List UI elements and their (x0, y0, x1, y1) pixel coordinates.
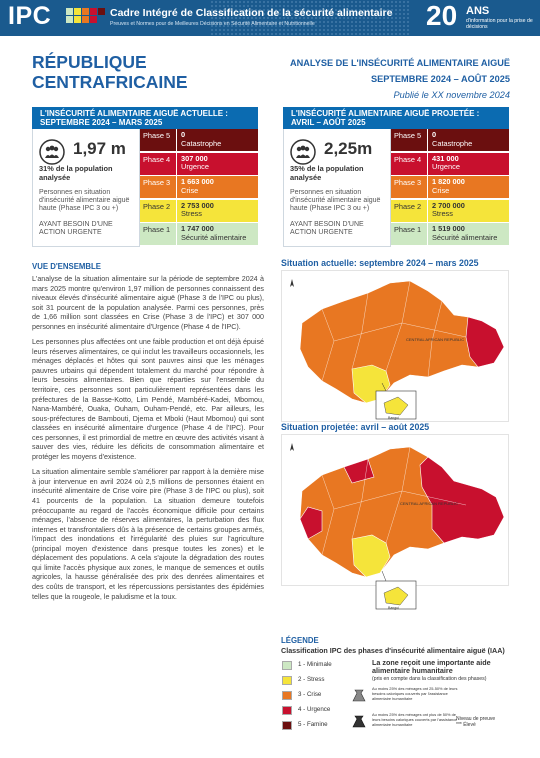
current-population-box (32, 129, 140, 247)
ipc-phase-squares-icon (66, 8, 104, 30)
overview-body (32, 275, 264, 608)
phase-label: Phase 4 (140, 153, 176, 175)
phase-label: Phase 5 (140, 129, 176, 151)
phase-name: Catastrophe (432, 138, 473, 148)
phase-label: Phase 1 (140, 223, 176, 245)
legend-label: 4 - Urgence (298, 706, 331, 713)
phase-name: Sécurité alimentaire (181, 232, 247, 242)
overview-paragraph: La situation alimentaire semble s'améliorer par rapport à la dernière mise à jour intervenue en avril 2024 où 2,5 millions de personnes étaient en insécurité alimentaire de Crise voire pire (Phase 3 de l'IPC ou plus), soit 41 pourcents de la population. La situation demeure toutefois préoccupante au regard de l'accès économique difficile pour certains ménages, l'absence de réserves alimentaires, la perturbation des flux internes et transfrontaliers dûs à la présence de certains groupes armés, l'impact des inondations et l'irrégularité des pluies sur l'agriculture (principal moyen d'existence dans presque toutes les zones) et le déplacement des populations. A cela s'ajoute la dégradation des routes qui limite l'accès physique aux zones, le manque de semences et outils agricoles, la hausse généralisée des prix des denrées alimentaires et des coûts de transport, et les répercussions persistantes des épidémies telles que la rougeole, le paludisme et la toux. (32, 468, 264, 601)
current-phase-row (140, 200, 258, 222)
legend-item (282, 691, 342, 703)
evidence-level (456, 716, 516, 728)
projected-phase-row (391, 223, 509, 245)
current-situation-panel (32, 107, 258, 247)
phase-value (177, 153, 258, 175)
current-phase-row (140, 223, 258, 245)
evidence-level-value: *** Élevé (456, 722, 476, 728)
projected-phase-row (391, 153, 509, 175)
legend-item (282, 721, 342, 733)
legend-item (282, 676, 342, 688)
header-bar (0, 0, 540, 36)
overview-paragraph: Les personnes plus affectées ont une faible production et ont déjà épuisé leurs réserves alimentaires, ce qui inclut les travailleurs occasionnels, les ménages déplacés et hôtes qui sont pauvres ainsi que les ménages pauvres urbains qui dépendent totalement du marché pour répondre à leurs besoins alimentaires. Bien que réparties sur l'ensemble du territoire, ces personnes sont particulièrement représentées dans les préfectures de la Basse-Kotto, Lim Pendé, Mambéré-Kadei, Mbomou, Nana-Mambéré, Ouaka, Ouham, Ouham-Pendé, etc. Par ailleurs, les sous-préfectures de Bambouti, Djema et Mboki (Haut Mbomou) qui sont classées en insécurité alimentaire d'urgence (Phase 4 de l'IPC). Pour ces personnes, il est primordial de mettre en œuvre des activités visant à sauver des vies, réduire les déficits de consommation alimentaire et protéger les moyens d'existence. (32, 338, 264, 461)
phase-label: Phase 4 (391, 153, 427, 175)
legend-subtitle: Classification IPC des phases d'insécurité alimentaire aiguë (IAA) (281, 646, 505, 655)
overview-paragraph: L'analyse de la situation alimentaire sur la période de septembre 2024 à mars 2025 montre qu'environ 1,97 million de personnes connaissent des niveaux élevés d'insécurité alimentaire aiguë (Phase 3 de l'IPC ou plus), soit 31 pourcent de la population analysée. Parmi ces personnes, près de 1,66 million sont classées en Crise (Phase 3 de l'IPC) et 307 000 personnes en insécurité alimentaire d'Urgence (Phase 4 de l'IPC). (32, 275, 264, 331)
legend-swatch (282, 721, 292, 730)
projected-phase-row (391, 176, 509, 198)
projected-map (281, 434, 509, 610)
phase-population: 1 663 000 (181, 177, 214, 187)
current-phase-row (140, 153, 258, 175)
legend-swatch (282, 661, 292, 670)
country-title: RÉPUBLIQUE CENTRAFRICAINE (32, 52, 188, 92)
projected-panel-heading: L'INSÉCURITÉ ALIMENTAIRE AIGUË PROJETÉE : AVRIL – AOÛT 2025 (283, 107, 509, 129)
phase-label: Phase 2 (140, 200, 176, 222)
people-group-icon (290, 139, 316, 165)
anniversary-number: 20 (426, 0, 458, 31)
phase-population: 1 820 000 (432, 177, 465, 187)
aid-row-partial (350, 686, 520, 708)
phase-value (177, 129, 258, 151)
legend-item (282, 661, 342, 673)
legend-label: 1 - Minimale (298, 661, 332, 668)
urgence-zone (420, 457, 504, 543)
phase-value (428, 153, 509, 175)
phase-name: Catastrophe (181, 138, 222, 148)
phase-value (428, 176, 509, 198)
phase-value (177, 200, 258, 222)
phase-label: Phase 3 (140, 176, 176, 198)
phase-value (428, 223, 509, 245)
current-map (281, 270, 509, 422)
legend-title: LÉGENDE (281, 636, 319, 645)
urgence-zone (466, 317, 504, 367)
legend-swatch (282, 676, 292, 685)
phase-name: Crise (181, 185, 199, 195)
north-arrow-icon (290, 443, 294, 451)
projected-map-title: Situation projetée: avril – août 2025 (281, 422, 430, 432)
projected-phase-row (391, 200, 509, 222)
analysis-header (290, 55, 510, 103)
phase-population: 431 000 (432, 153, 459, 163)
legend-swatch (282, 691, 292, 700)
phase-value (177, 223, 258, 245)
phase-name: Sécurité alimentaire (432, 232, 498, 242)
phase-name: Stress (432, 209, 453, 219)
phase-population: 1 519 000 (432, 224, 465, 234)
current-panel-heading: L'INSÉCURITÉ ALIMENTAIRE AIGUË ACTUELLE : SEPTEMBRE 2024 – MARS 2025 (32, 107, 258, 129)
header-title: Cadre Intégré de Classification de la sécurité alimentaire (110, 7, 393, 19)
inset-label: Bangui (388, 416, 399, 420)
legend-label: 5 - Famine (298, 721, 328, 728)
phase-label: Phase 3 (391, 176, 427, 198)
map-country-label: CENTRAL AFRICAN REPUBLIC (406, 337, 465, 342)
legend-item (282, 706, 342, 718)
current-map-svg (282, 271, 510, 423)
phase-population: 0 (181, 130, 186, 139)
ipc-logo: IPC (8, 2, 52, 30)
inset-label: Bangui (388, 606, 399, 610)
food-sack-icon (350, 686, 368, 704)
map-country-label: CENTRAL AFRICAN REPUBLIC (400, 501, 459, 506)
phase-value (177, 176, 258, 198)
phase-name: Urgence (181, 162, 209, 172)
current-urgent-action: AYANT BESOIN D'UNE ACTION URGENTE (39, 221, 113, 237)
projected-population-percent: 35% de la population analysée (290, 164, 364, 182)
evidence-level-title: Niveau de preuve (456, 716, 496, 722)
phase-label: Phase 5 (391, 129, 427, 151)
aid-subtitle: (pris en compte dans la classification des phases) (372, 676, 487, 682)
projected-population-number: 2,25m (324, 139, 373, 158)
people-group-icon (39, 139, 65, 165)
food-sack-filled-icon (350, 712, 368, 730)
analysis-title: ANALYSE DE L'INSÉCURITÉ ALIMENTAIRE AIGUË (290, 58, 510, 68)
projected-population-box (283, 129, 391, 247)
phase-population: 2 753 000 (181, 200, 214, 210)
header-subtitle: Preuves et Normes pour de Meilleures Décisions en Sécurité Alimentaire et Nutritionnelle (110, 21, 315, 27)
current-map-title: Situation actuelle: septembre 2024 – mars 2025 (281, 258, 479, 268)
projected-phase-row (391, 129, 509, 151)
phase-population: 0 (432, 130, 437, 139)
current-population-number: 1,97 m (73, 139, 126, 158)
aid-row-text: Au moins 25% des ménages ont plus de 50% de leurs besoins caloriques couverts par l'assistance alimentaire humanitaire (372, 712, 458, 727)
legend-label: 3 - Crise (298, 691, 322, 698)
projected-population-description: Personnes en situation d'insécurité alimentaire aiguë haute (Phase IPC 3 ou +) (290, 189, 381, 213)
anniversary-word: ANS (466, 5, 490, 17)
legend-label: 2 - Stress (298, 676, 325, 683)
projected-map-svg (282, 435, 510, 621)
aid-title: La zone reçoit une importante aide alimentaire humanitaire (372, 658, 491, 675)
current-phase-row (140, 176, 258, 198)
projected-situation-panel (283, 107, 509, 247)
projected-urgent-action: AYANT BESOIN D'UNE ACTION URGENTE (290, 221, 364, 237)
publication-date: Publié le XX novembre 2024 (393, 90, 510, 100)
current-phase-row (140, 129, 258, 151)
legend-swatch (282, 706, 292, 715)
phase-value (428, 129, 509, 151)
phase-population: 2 700 000 (432, 200, 465, 210)
aid-row-text: Au moins 25% des ménages ont 25-50% de leurs besoins caloriques couverts par l'assistance alimentaire humanitaire (372, 686, 458, 701)
current-population-description: Personnes en situation d'insécurité alimentaire aiguë haute (Phase IPC 3 ou +) (39, 189, 130, 213)
phase-value (428, 200, 509, 222)
phase-label: Phase 2 (391, 200, 427, 222)
anniversary-subtitle: d'information pour la prise de décisions (466, 18, 533, 30)
phase-name: Stress (181, 209, 202, 219)
phase-population: 1 747 000 (181, 224, 214, 234)
phase-name: Crise (432, 185, 450, 195)
current-population-percent: 31% de la population analysée (39, 164, 113, 182)
north-arrow-icon (290, 279, 294, 287)
phase-label: Phase 1 (391, 223, 427, 245)
analysis-period: SEPTEMBRE 2024 – AOÛT 2025 (370, 74, 510, 84)
phase-population: 307 000 (181, 153, 208, 163)
overview-title: VUE D'ENSEMBLE (32, 262, 102, 271)
phase-name: Urgence (432, 162, 460, 172)
